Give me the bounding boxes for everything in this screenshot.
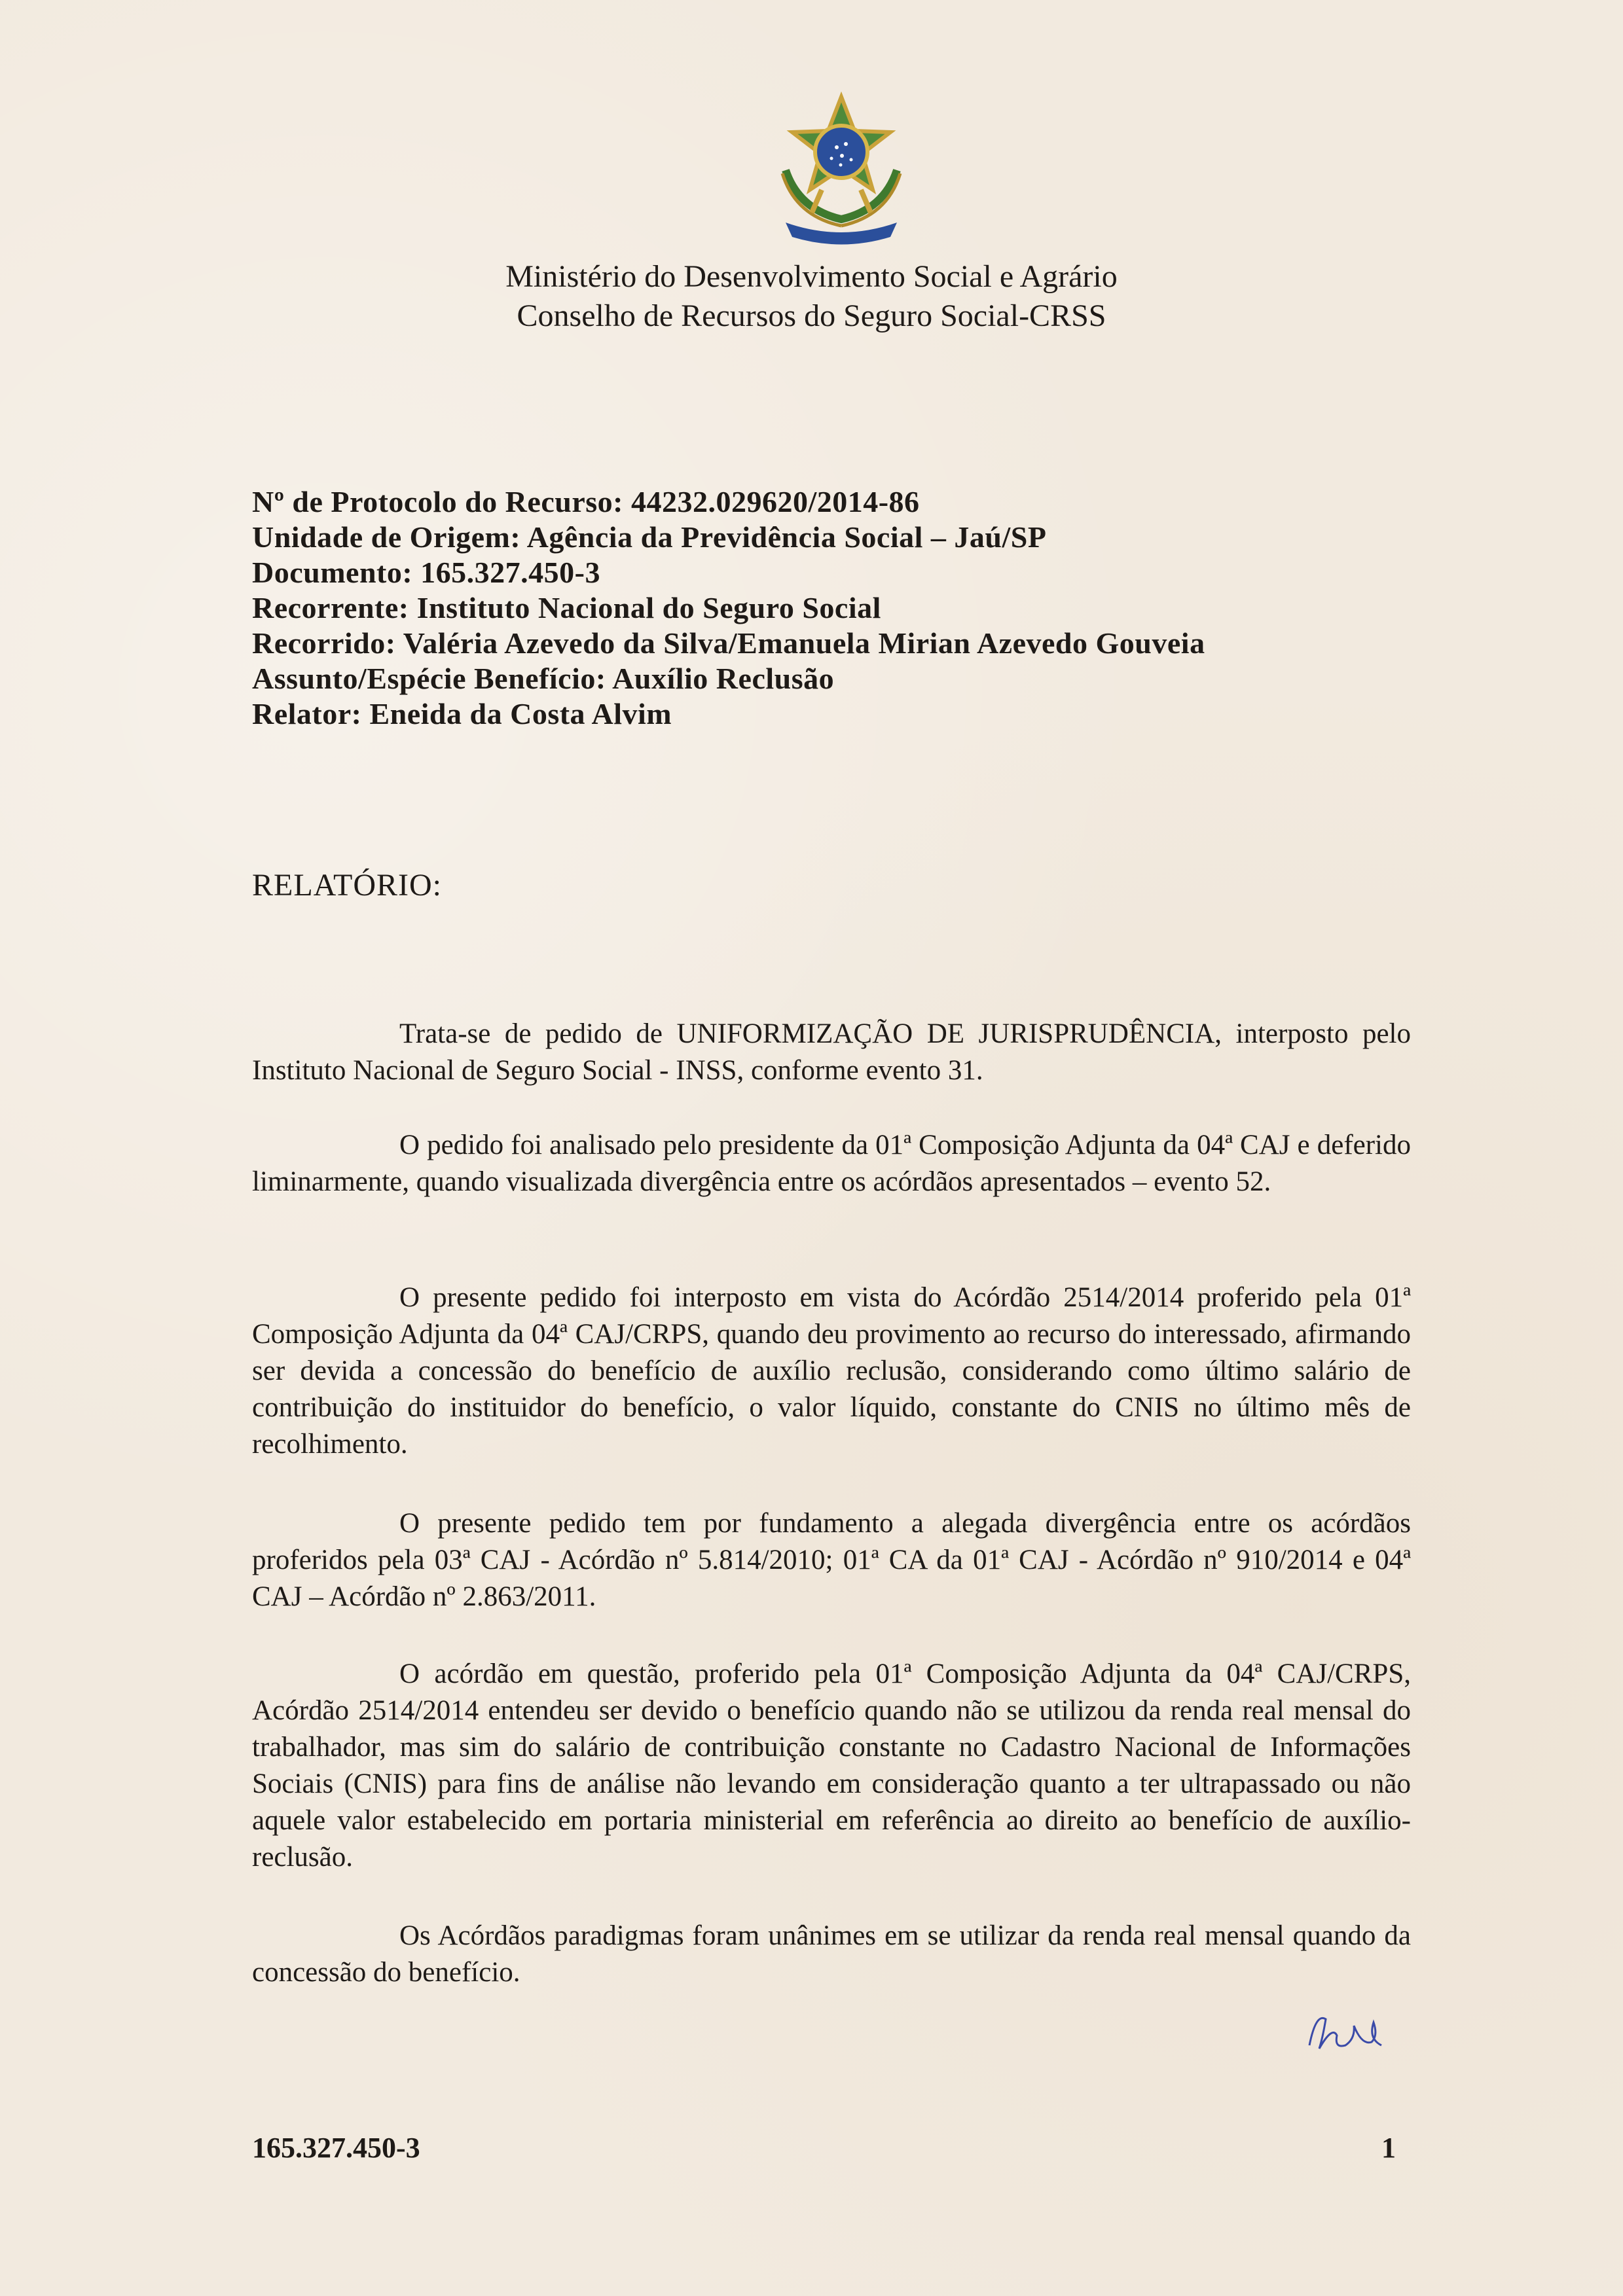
body-paragraph: O acórdão em questão, proferido pela 01ª Composição Adjunta da 04ª CAJ/CRPS, Acórdão 2514/2014 entendeu ser devido o benefício quando não se utilizou da renda real mensal do trabalhador, mas sim do salário de contribuição constante no Cadastro Nacional de Informações Sociais (CNIS) para fins de análise não levando em consideração quanto a ter ultrapassado ou não aquele valor estabelecido em portaria ministerial em referência ao direito ao benefício de auxílio-reclusão.	[252, 1659, 1411, 1873]
case-metadata	[252, 484, 1431, 732]
footer-document-number: 165.327.450-3	[252, 2132, 420, 2164]
body-paragraph: O presente pedido tem por fundamento a alegada divergência entre os acórdãos proferidos pela 03ª CAJ - Acórdão nº 5.814/2010; 01ª CA da 01ª CAJ - Acórdão nº 910/2014 e 04ª CAJ – Acórdão nº 2.863/2011.	[252, 1508, 1411, 1612]
report-heading: RELATÓRIO:	[252, 868, 442, 903]
appellant: Recorrente: Instituto Nacional do Seguro Social	[252, 591, 881, 624]
subject: Assunto/Espécie Benefício: Auxílio Reclusão	[252, 662, 835, 695]
initials-signature-icon	[1296, 2000, 1395, 2058]
council-name: Conselho de Recursos do Seguro Social-CRSS	[517, 298, 1106, 333]
page-number: 1	[1381, 2132, 1396, 2164]
body-paragraph: O presente pedido foi interposto em vista do Acórdão 2514/2014 proferido pela 01ª Composição Adjunta da 04ª CAJ/CRPS, quando deu provimento ao recurso do interessado, afirmando ser devida a concessão do benefício de auxílio reclusão, considerando como último salário de contribuição do instituidor do benefício, o valor líquido, constante do CNIS no último mês de recolhimento.	[252, 1282, 1411, 1460]
document-number: Documento: 165.327.450-3	[252, 556, 600, 589]
origin-unit: Unidade de Origem: Agência da Previdência Social – Jaú/SP	[252, 520, 1047, 554]
body-paragraph: Os Acórdãos paradigmas foram unânimes em se utilizar da renda real mensal quando da concessão do benefício.	[252, 1920, 1411, 1988]
body-paragraph: O pedido foi analisado pelo presidente da 01ª Composição Adjunta da 04ª CAJ e deferido liminarmente, quando visualizada divergência entre os acórdãos apresentados – evento 52.	[252, 1130, 1411, 1197]
protocol-number: Nº de Protocolo do Recurso: 44232.029620/2014-86	[252, 485, 920, 518]
body-paragraph: Trata-se de pedido de UNIFORMIZAÇÃO DE JURISPRUDÊNCIA, interposto pelo Instituto Nacional de Seguro Social - INSS, conforme evento 31.	[252, 1018, 1411, 1086]
appellee: Recorrido: Valéria Azevedo da Silva/Emanuela Mirian Azevedo Gouveia	[252, 626, 1205, 660]
rapporteur: Relator: Eneida da Costa Alvim	[252, 697, 672, 730]
ministry-name: Ministério do Desenvolvimento Social e Agrário	[505, 259, 1118, 294]
brazil-coat-of-arms-icon	[759, 92, 923, 249]
